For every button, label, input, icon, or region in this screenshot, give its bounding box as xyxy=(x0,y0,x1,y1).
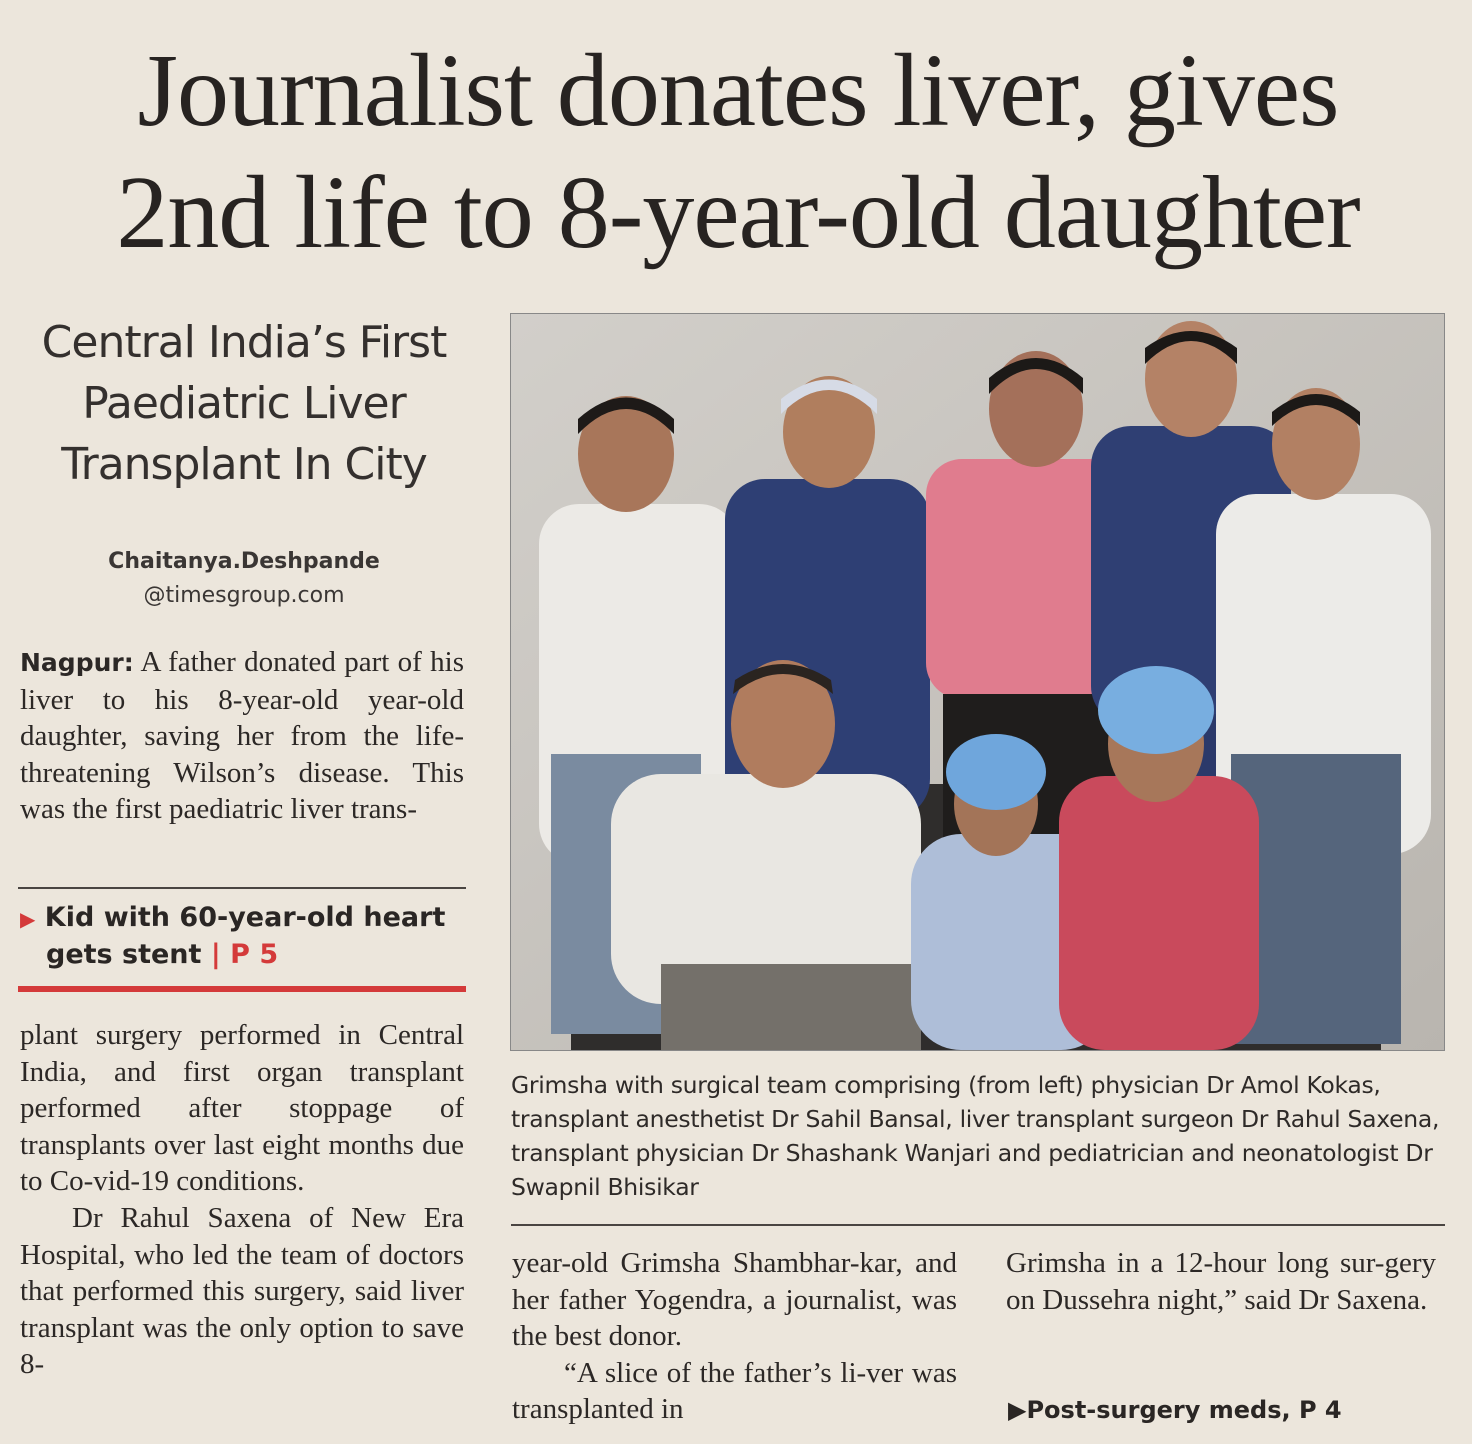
teaser-line-1: Kid with 60-year-old heart xyxy=(44,902,446,933)
teaser-separator: | xyxy=(210,939,221,970)
byline-name: Chaitanya.Deshpande xyxy=(108,549,380,574)
continued-paragraph xyxy=(20,1017,464,1383)
column-3-text xyxy=(1006,1245,1436,1318)
team-photo xyxy=(510,313,1445,1051)
lead-paragraph xyxy=(20,644,464,828)
subhead-line-3: Transplant In City xyxy=(61,439,427,490)
col3-paragraph: Grimsha in a 12-hour long sur-gery on Dussehra night,” said Dr Saxena. xyxy=(1006,1247,1436,1316)
byline-email: @timesgroup.com xyxy=(143,583,345,608)
col2-paragraph: year-old Grimsha Shambhar-kar, and her father Yogendra, a journalist, was the best donor. xyxy=(512,1247,957,1353)
play-arrow-icon: ▶ xyxy=(20,907,36,931)
jump-text: Post-surgery meds, P 4 xyxy=(1026,1396,1342,1424)
para2: Dr Rahul Saxena of New Era Hospital, who led the team of doctors that performed this surgery, said liver transplant was the only option to save 8- xyxy=(20,1201,464,1381)
jump-link[interactable] xyxy=(1008,1396,1342,1424)
headline-line-2: 2nd life to 8-year-old daughter xyxy=(116,155,1360,270)
teaser-box[interactable] xyxy=(20,900,466,973)
teaser-red-rule xyxy=(18,986,466,992)
col2-quote: “A slice of the father’s li-ver was transplanted in xyxy=(512,1356,957,1426)
teaser-top-rule xyxy=(18,887,466,889)
photo-caption: Grimsha with surgical team comprising (from left) physician Dr Amol Kokas, transplant anesthetist Dr Sahil Bansal, liver transplant surgeon Dr Rahul Saxena, transplant physician Dr Shashank Wanjari and pediatrician and neonatologist Dr Swapnil Bhisikar xyxy=(511,1071,1440,1201)
subhead-line-1: Central India’s First xyxy=(41,317,447,368)
byline xyxy=(20,545,468,613)
column-2-text xyxy=(512,1245,957,1428)
para1-continued: plant surgery performed in Central India, and first organ transplant performed after stoppage of transplants over last eight months due to Co-vid-19 conditions. xyxy=(20,1019,464,1198)
caption-rule xyxy=(511,1224,1445,1226)
para1-start: A father donated part of his liver to his 8-year-old year-old daughter, saving her from the life-threatening Wilson’s disease. This was the first paediatric liver trans- xyxy=(20,646,465,826)
team-photo-illustration xyxy=(511,314,1444,1050)
headline xyxy=(28,30,1448,274)
play-arrow-icon: ▶ xyxy=(1008,1396,1027,1424)
teaser-page-ref: P 5 xyxy=(230,939,279,970)
headline-line-1: Journalist donates liver, gives xyxy=(137,33,1339,148)
subheadline xyxy=(20,312,468,495)
teaser-line-2: gets stent xyxy=(46,939,202,970)
subhead-line-2: Paediatric Liver xyxy=(82,378,406,429)
dateline: Nagpur: xyxy=(20,648,134,677)
